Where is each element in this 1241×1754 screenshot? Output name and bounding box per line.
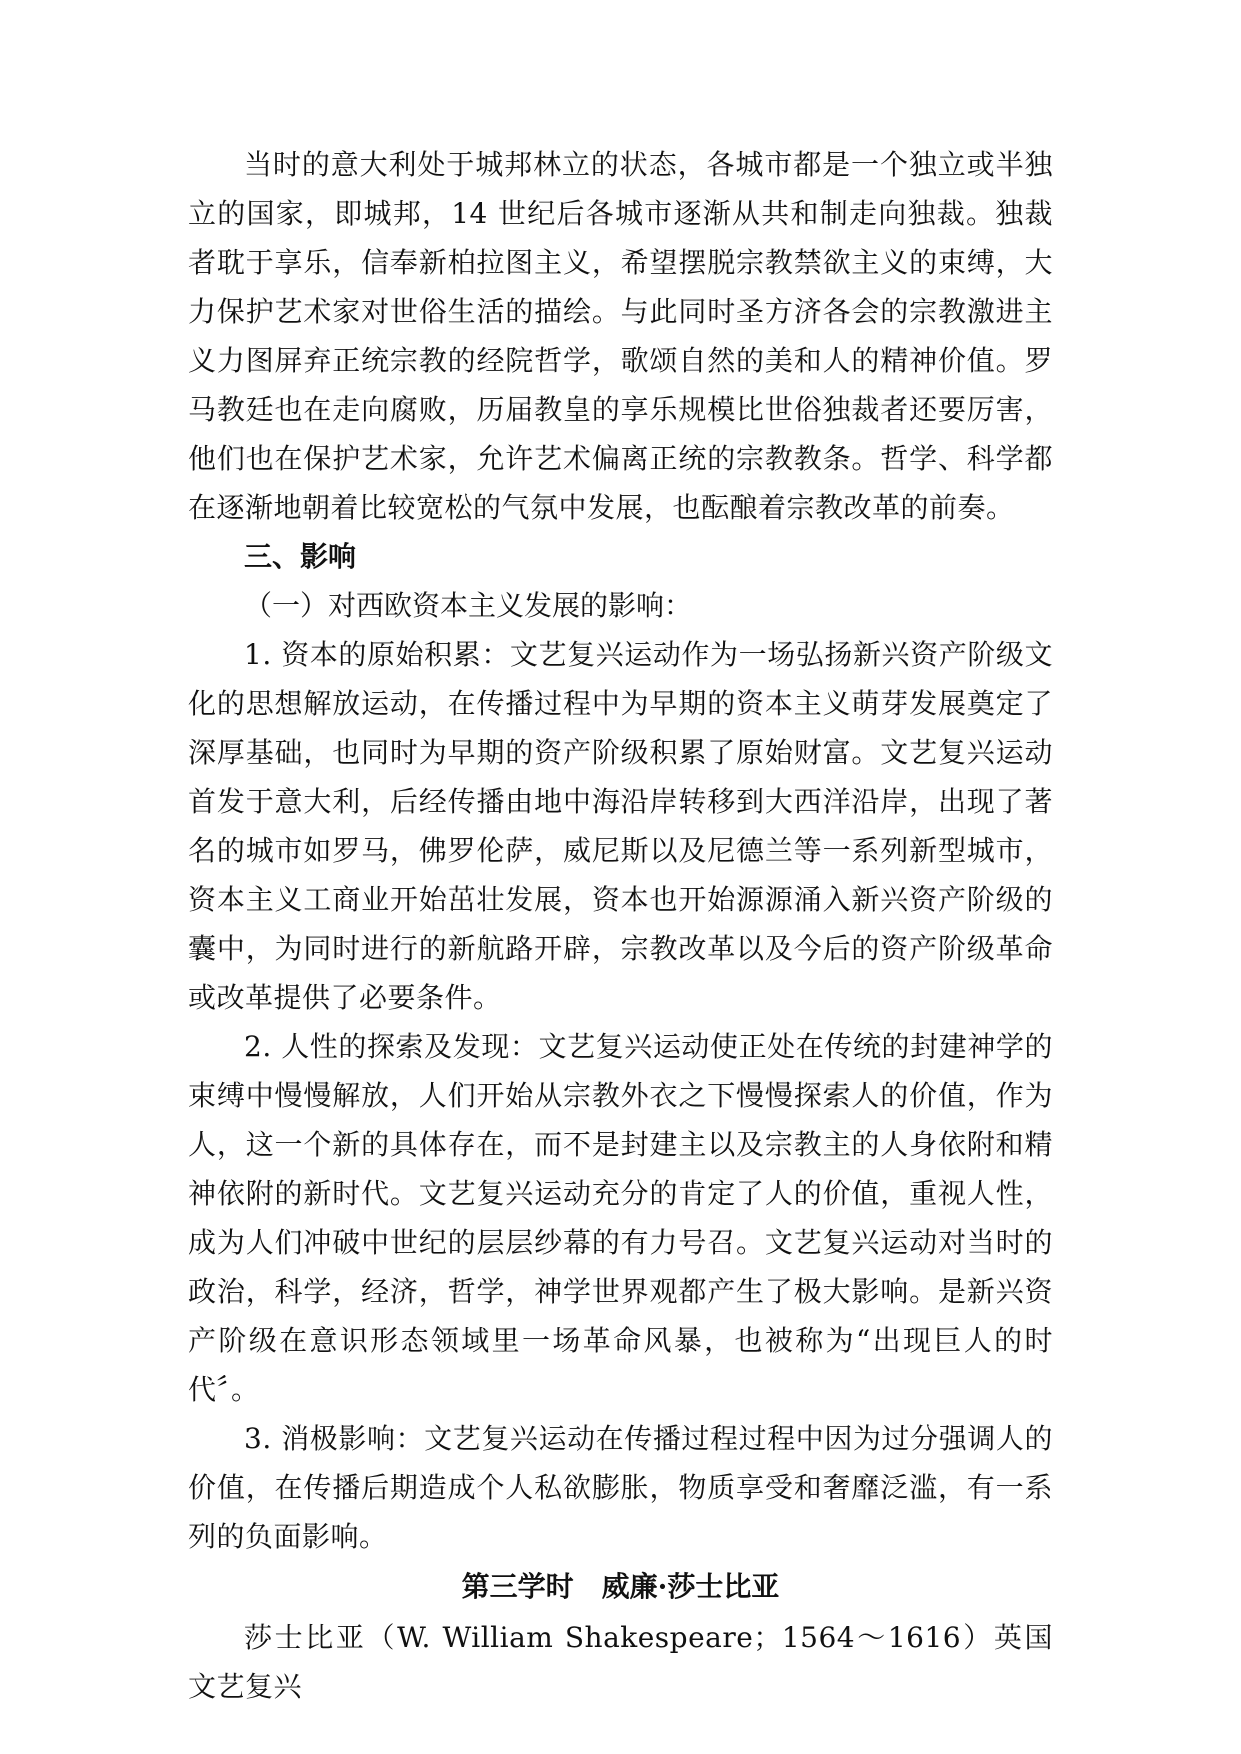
paragraph-city-states: 当时的意大利处于城邦林立的状态，各城市都是一个独立或半独立的国家，即城邦，14 世纪后各城市逐渐从共和制走向独裁。独裁者耽于享乐，信奉新柏拉图主义，希望摆脱宗教禁欲主义的束缚，大力保护艺术家对世俗生活的描绘。与此同时圣方济各会的宗教激进主义力图屏弃正统宗教的经院哲学，歌颂自然的美和人的精神价值。罗马教廷也在走向腐败，历届教皇的享乐规模比世俗独裁者还要厉害，他们也在保护艺术家，允许艺术偏离正统的宗教教条。哲学、科学都在逐渐地朝着比较宽松的气氛中发展，也酝酿着宗教改革的前奏。 xyxy=(188,148,1053,524)
paragraph-shakespeare-intro: 莎士比亚（W. William Shakespeare；1564～1616）英国文艺复兴 xyxy=(188,1621,1053,1703)
heading-influence: 三、影响 xyxy=(244,540,357,573)
paragraph-capital-accumulation: 1. 资本的原始积累：文艺复兴运动作为一场弘扬新兴资产阶级文化的思想解放运动，在传播过程中为早期的资本主义萌芽发展奠定了深厚基础，也同时为早期的资产阶级积累了原始财富。文艺复兴运动首发于意大利，后经传播由地中海沿岸转移到大西洋沿岸，出现了著名的城市如罗马，佛罗伦萨，威尼斯以及尼德兰等一系列新型城市，资本主义工商业开始茁壮发展，资本也开始源源涌入新兴资产阶级的囊中，为同时进行的新航路开辟，宗教改革以及今后的资产阶级革命或改革提供了必要条件。 xyxy=(188,638,1053,1014)
document-page xyxy=(188,140,1053,1711)
subheading-capitalism-influence: （一）对西欧资本主义发展的影响： xyxy=(244,589,693,622)
section-title-shakespeare: 第三学时 威廉·莎士比亚 xyxy=(461,1570,780,1603)
paragraph-negative-influence: 3. 消极影响：文艺复兴运动在传播过程过程中因为过分强调人的价值，在传播后期造成个人私欲膨胀，物质享受和奢靡泛滥，有一系列的负面影响。 xyxy=(188,1422,1053,1553)
paragraph-human-nature: 2. 人性的探索及发现：文艺复兴运动使正处在传统的封建神学的束缚中慢慢解放，人们开始从宗教外衣之下慢慢探索人的价值，作为人，这一个新的具体存在，而不是封建主以及宗教主的人身依附和精神依附的新时代。文艺复兴运动充分的肯定了人的价值，重视人性，成为人们冲破中世纪的层层纱幕的有力号召。文艺复兴运动对当时的政治，科学，经济，哲学，神学世界观都产生了极大影响。是新兴资产阶级在意识形态领域里一场革命风暴，也被称为“出现巨人的时代〞。 xyxy=(188,1030,1053,1406)
